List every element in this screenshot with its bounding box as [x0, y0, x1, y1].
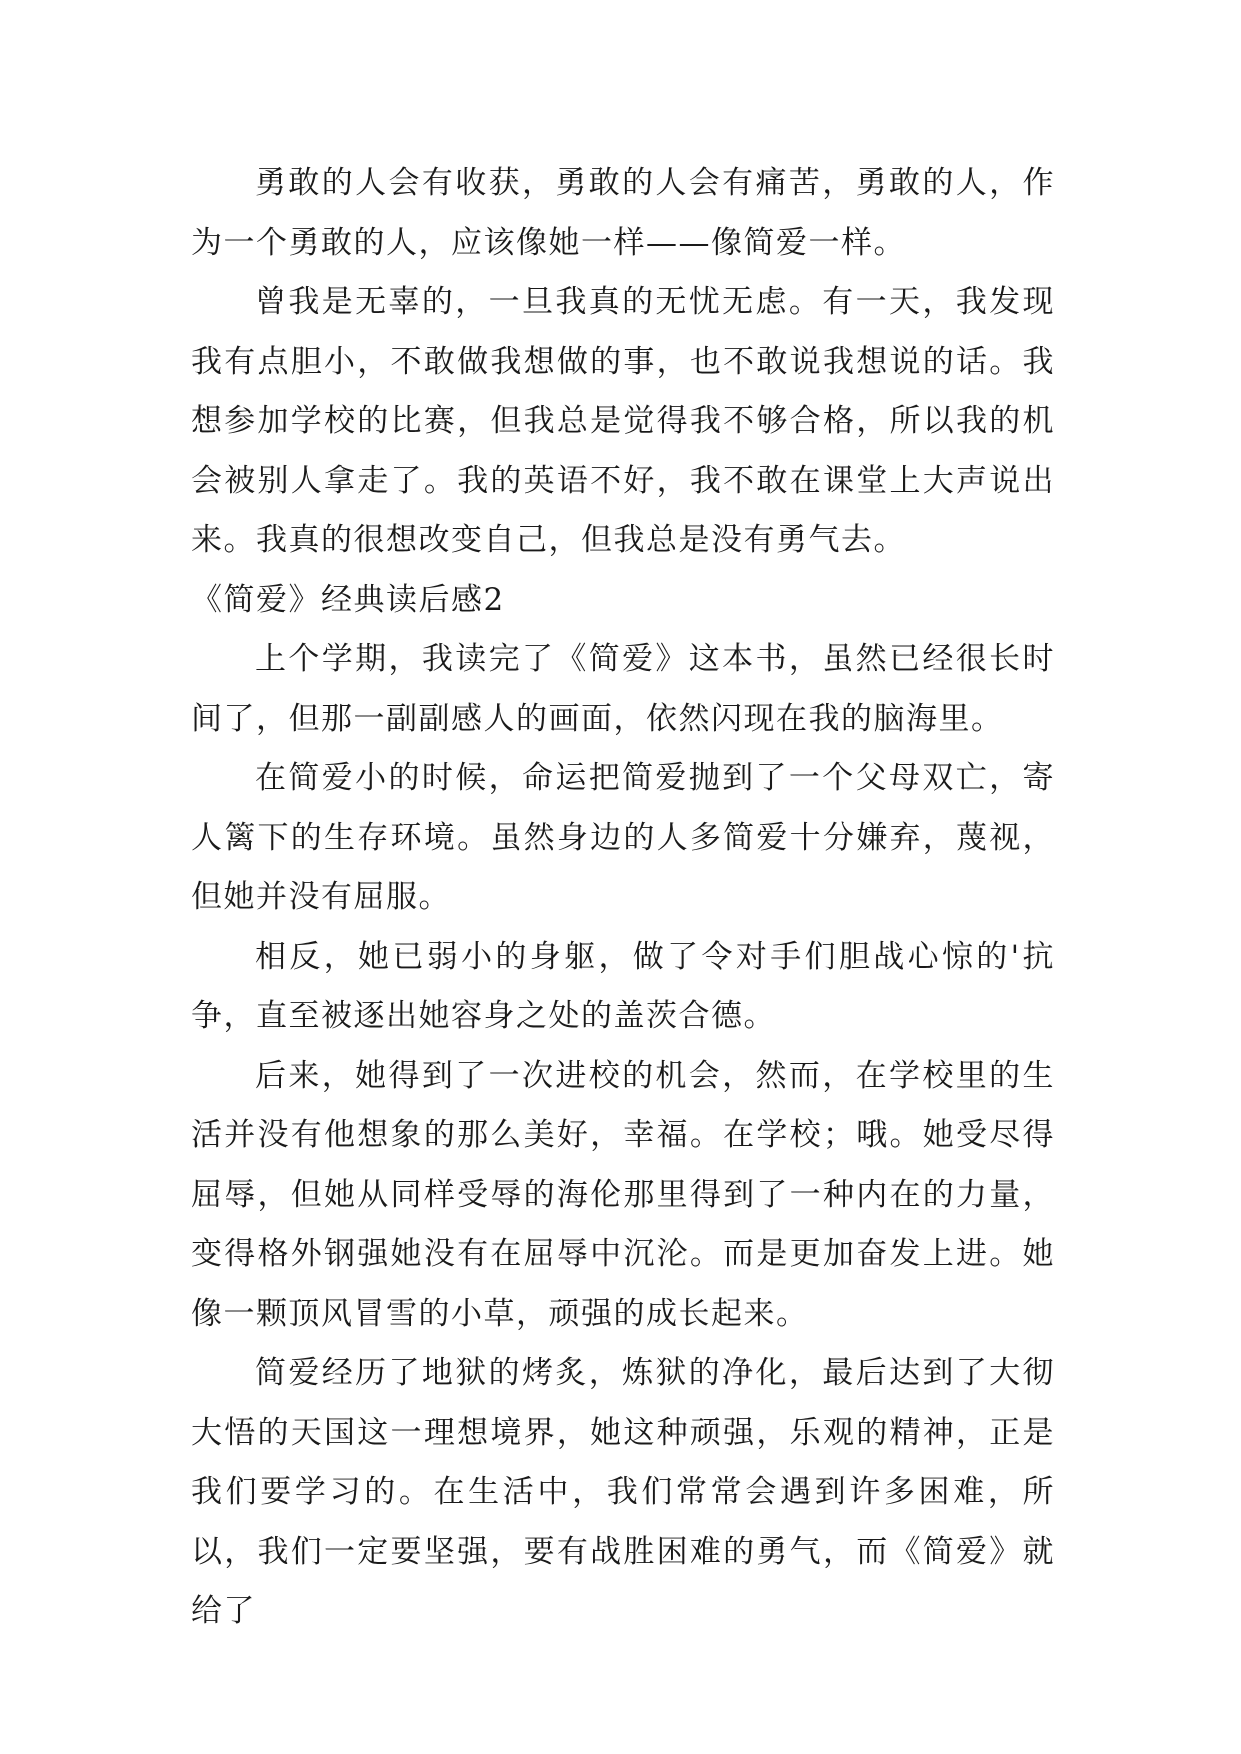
paragraph: 在简爱小的时候，命运把简爱抛到了一个父母双亡，寄人篱下的生存环境。虽然身边的人多简爱十分嫌弃，蔑视，但她并没有屈服。 — [191, 760, 1055, 915]
section-heading: 《简爱》经典读后感2 — [191, 581, 505, 618]
paragraph: 后来，她得到了一次进校的机会，然而，在学校里的生活并没有他想象的那么美好，幸福。在学校；哦。她受尽得屈辱，但她从同样受辱的海伦那里得到了一种内在的力量，变得格外钢强她没有在屈辱中沉沦。而是更加奋发上进。她像一颗顶风冒雪的小草，顽强的成长起来。 — [191, 1057, 1055, 1332]
paragraph: 勇敢的人会有收获，勇敢的人会有痛苦，勇敢的人，作为一个勇敢的人，应该像她一样——像简爱一样。 — [191, 165, 1055, 261]
document-page — [191, 154, 1055, 1642]
paragraph: 曾我是无辜的，一旦我真的无忧无虑。有一天，我发现我有点胆小，不敢做我想做的事，也不敢说我想说的话。我想参加学校的比赛，但我总是觉得我不够合格，所以我的机会被别人拿走了。我的英语不好，我不敢在课堂上大声说出来。我真的很想改变自己，但我总是没有勇气去。 — [191, 284, 1055, 558]
paragraph: 上个学期，我读完了《简爱》这本书，虽然已经很长时间了，但那一副副感人的画面，依然闪现在我的脑海里。 — [191, 641, 1055, 737]
paragraph: 相反，她已弱小的身躯，做了令对手们胆战心惊的'抗争，直至被逐出她容身之处的盖茨合德。 — [191, 938, 1055, 1034]
paragraph: 简爱经历了地狱的烤炙，炼狱的净化，最后达到了大彻大悟的天国这一理想境界，她这种顽强，乐观的精神，正是我们要学习的。在生活中，我们常常会遇到许多困难，所以，我们一定要坚强，要有战胜困难的勇气，而《简爱》就给了 — [191, 1355, 1055, 1629]
